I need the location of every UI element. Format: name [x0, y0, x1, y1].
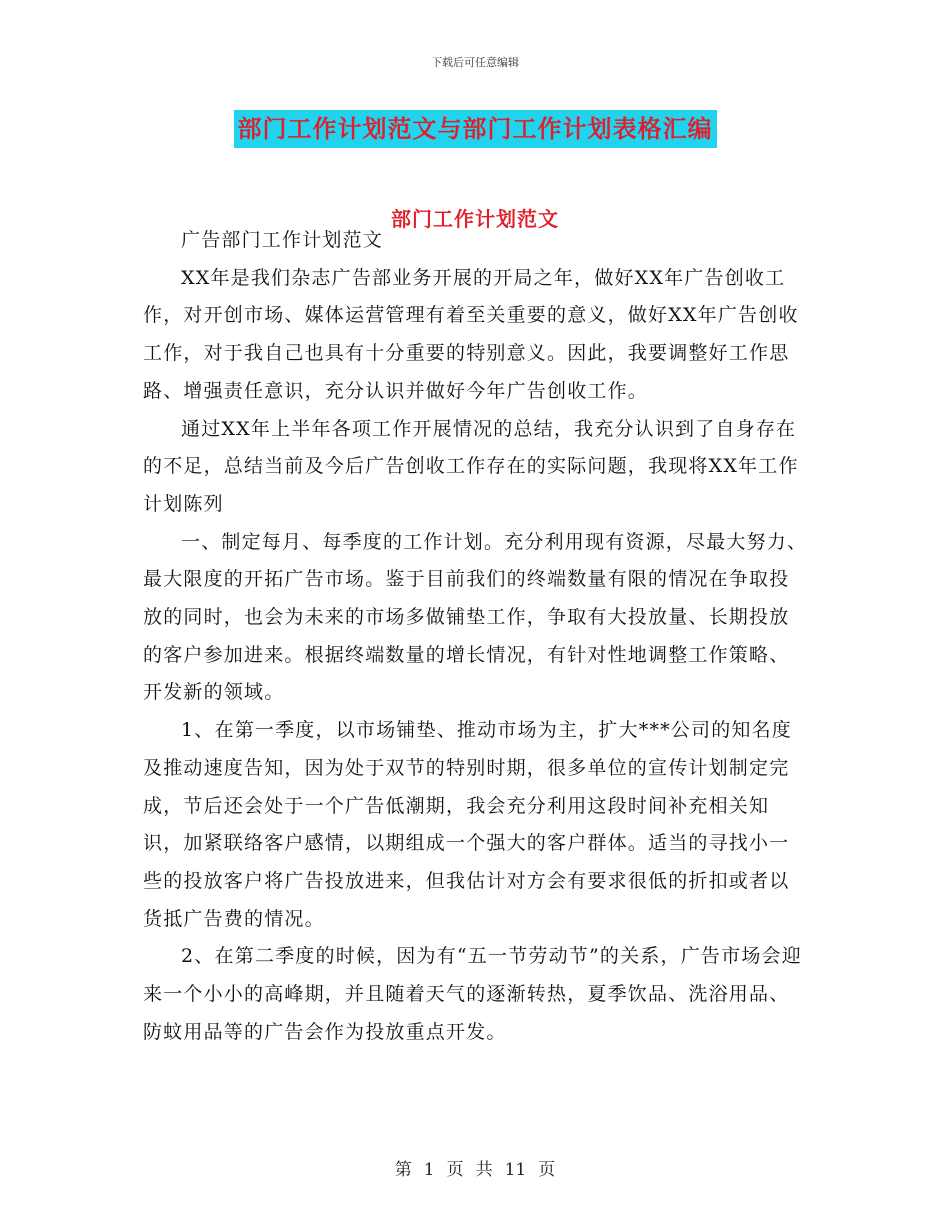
- footer-label-unit2: 页: [538, 1160, 556, 1180]
- footer-label-page: 第: [394, 1160, 412, 1180]
- paragraph: 一、制定每月、每季度的工作计划。充分利用现有资源，尽最大努力、最大限度的开拓广告市场。鉴于目前我们的终端数量有限的情况在争取投放的同时，也会为未来的市场多做铺垫工作，争取有大投放量、长期投放的客户参加进来。根据终端数量的增长情况，有针对性地调整工作策略、开发新的领域。: [143, 530, 808, 704]
- total-pages-number: 11: [504, 1160, 527, 1180]
- page-footer: [0, 1155, 950, 1180]
- paragraph: 2、在第二季度的时候，因为有“五一节劳动节”的关系，广告市场会迎来一个小小的高峰期，并且随着天气的逐渐转热，夏季饮品、洗浴用品、防蚊用品等的广告会作为投放重点开发。: [143, 945, 802, 1043]
- current-page-number: 1: [423, 1160, 435, 1180]
- main-title: 部门工作计划范文与部门工作计划表格汇编: [234, 110, 717, 148]
- document-body: [143, 222, 808, 1051]
- paragraph: XX年是我们杂志广告部业务开展的开局之年，做好XX年广告创收工作，对开创市场、媒体运营管理有着至关重要的意义，做好XX年广告创收工作，对于我自己也具有十分重要的特别意义。因此，我要调整好工作思路、增强责任意识，充分认识并做好今年广告创收工作。: [143, 266, 799, 402]
- main-title-container: [0, 110, 950, 148]
- paragraph: 通过XX年上半年各项工作开展情况的总结，我充分认识到了自身存在的不足，总结当前及今后广告创收工作存在的实际问题，我现将XX年工作计划陈列: [143, 417, 799, 515]
- paragraph-subtitle: 广告部门工作计划范文: [181, 229, 384, 251]
- paragraph: 1、在第一季度，以市场铺垫、推动市场为主，扩大***公司的知名度及推动速度告知，因为处于双节的特别时期，很多单位的宣传计划制定完成，节后还会处于一个广告低潮期，我会充分利用这段时间补充相关知识，加紧联络客户感情，以期组成一个强大的客户群体。适当的寻找小一些的投放客户将广告投放进来，但我估计对方会有要求很低的折扣或者以货抵广告费的情况。: [143, 719, 792, 930]
- section-title: 部门工作计划范文: [391, 207, 559, 231]
- footer-label-unit: 页: [446, 1160, 464, 1180]
- footer-label-total: 共: [475, 1160, 493, 1180]
- header-note: 下载后可任意编辑: [431, 56, 519, 69]
